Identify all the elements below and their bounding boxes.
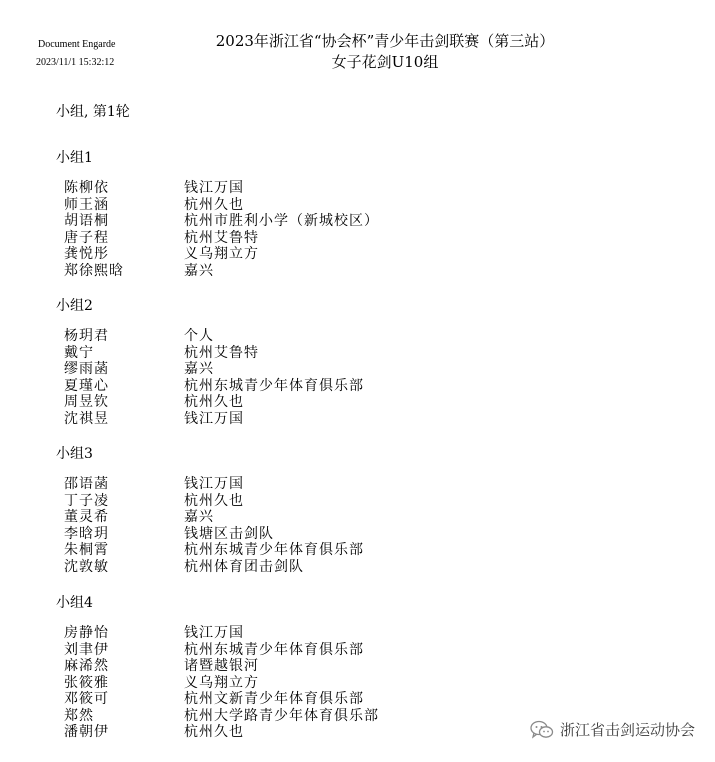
fencer-row bbox=[64, 180, 616, 197]
fencer-club: 杭州东城青少年体育俱乐部 bbox=[184, 377, 364, 394]
fencer-club: 杭州东城青少年体育俱乐部 bbox=[184, 542, 364, 558]
fencer-name: 刘聿伊 bbox=[64, 641, 109, 658]
fencer-name: 董灵希 bbox=[64, 509, 109, 525]
fencer-name: 邓筱可 bbox=[64, 691, 109, 707]
fencer-name: 李晗玥 bbox=[64, 525, 109, 542]
fencer-club: 义乌翔立方 bbox=[184, 246, 259, 262]
fencer-row bbox=[64, 328, 616, 345]
fencer-club: 杭州东城青少年体育俱乐部 bbox=[184, 641, 364, 658]
fencer-name: 丁子凌 bbox=[64, 492, 109, 509]
fencer-row bbox=[64, 345, 616, 362]
fencer-name: 缪雨菡 bbox=[64, 361, 109, 377]
fencer-name: 师王涵 bbox=[64, 196, 109, 213]
fencer-row bbox=[64, 658, 616, 675]
fencer-club: 钱江万国 bbox=[184, 476, 244, 492]
fencer-name: 戴宁 bbox=[64, 344, 94, 361]
fencer-club: 杭州久也 bbox=[184, 492, 244, 509]
title-block bbox=[150, 31, 620, 73]
fencer-club: 钱江万国 bbox=[184, 410, 244, 427]
fencer-row bbox=[64, 411, 616, 428]
fencer-club: 钱江万国 bbox=[184, 180, 244, 196]
fencer-club: 杭州艾鲁特 bbox=[184, 229, 259, 246]
fencer-row bbox=[64, 675, 616, 692]
fencer-row bbox=[64, 213, 616, 230]
fencer-club: 杭州市胜利小学（新城校区） bbox=[184, 213, 379, 229]
fencer-name: 夏瑾心 bbox=[64, 377, 109, 394]
pool-group-3 bbox=[56, 444, 616, 575]
fencer-club: 杭州久也 bbox=[184, 724, 244, 740]
fencer-club: 杭州大学路青少年体育俱乐部 bbox=[184, 707, 379, 724]
round-label: 小组, 第1轮 bbox=[56, 104, 130, 120]
fencer-name: 朱桐霄 bbox=[64, 542, 109, 558]
fencer-row bbox=[64, 691, 616, 708]
fencer-club: 杭州艾鲁特 bbox=[184, 344, 259, 361]
fencer-list bbox=[64, 180, 616, 279]
fencer-list bbox=[64, 328, 616, 427]
fencer-name: 潘朝伊 bbox=[64, 724, 109, 740]
fencer-row bbox=[64, 642, 616, 659]
fencer-name: 胡语桐 bbox=[64, 213, 109, 229]
fencer-club: 嘉兴 bbox=[184, 509, 214, 525]
page-title: 2023年浙江省“协会杯”青少年击剑联赛（第三站） bbox=[215, 32, 555, 50]
group-title: 小组2 bbox=[56, 298, 93, 314]
fencer-row bbox=[64, 394, 616, 411]
wechat-icon bbox=[530, 720, 554, 740]
fencer-name: 杨玥君 bbox=[64, 328, 109, 344]
fencer-row bbox=[64, 263, 616, 280]
fencer-row bbox=[64, 378, 616, 395]
fencer-club: 钱塘区击剑队 bbox=[184, 525, 274, 542]
fencer-name: 郑徐熙晗 bbox=[64, 262, 124, 279]
fencer-name: 沈敦敏 bbox=[64, 558, 109, 575]
timestamp: 2023/11/1 15:32:12 bbox=[36, 57, 115, 68]
pool-group-1 bbox=[56, 148, 616, 279]
fencer-club: 杭州久也 bbox=[184, 196, 244, 213]
fencer-row bbox=[64, 542, 616, 559]
fencer-name: 房静怡 bbox=[64, 625, 109, 641]
fencer-club: 嘉兴 bbox=[184, 262, 214, 279]
fencer-club: 杭州体育团击剑队 bbox=[184, 558, 304, 575]
fencer-name: 沈祺昱 bbox=[64, 410, 109, 427]
fencer-row bbox=[64, 246, 616, 263]
app-name: Document Engarde bbox=[38, 39, 116, 50]
fencer-row bbox=[64, 361, 616, 378]
fencer-name: 麻浠然 bbox=[64, 658, 109, 674]
fencer-row bbox=[64, 197, 616, 214]
fencer-club: 钱江万国 bbox=[184, 625, 244, 641]
fencer-row bbox=[64, 526, 616, 543]
fencer-name: 邵语菡 bbox=[64, 476, 109, 492]
fencer-club: 义乌翔立方 bbox=[184, 674, 259, 691]
fencer-name: 陈柳依 bbox=[64, 180, 109, 196]
watermark-text: 浙江省击剑运动协会 bbox=[559, 721, 695, 739]
group-title: 小组3 bbox=[56, 446, 93, 462]
group-title: 小组4 bbox=[56, 595, 93, 611]
fencer-name: 唐子程 bbox=[64, 229, 109, 246]
fencer-row bbox=[64, 476, 616, 493]
fencer-name: 张筱雅 bbox=[64, 674, 109, 691]
fencer-name: 龚悦彤 bbox=[64, 246, 109, 262]
fencer-club: 诸暨越银河 bbox=[184, 658, 259, 674]
fencer-name: 周昱钦 bbox=[64, 394, 109, 410]
group-title: 小组1 bbox=[56, 150, 93, 166]
pool-group-2 bbox=[56, 296, 616, 427]
fencer-club: 个人 bbox=[184, 328, 214, 344]
document-meta bbox=[36, 36, 115, 72]
fencer-list bbox=[64, 476, 616, 575]
fencer-row bbox=[64, 625, 616, 642]
fencer-row bbox=[64, 509, 616, 526]
fencer-name: 郑然 bbox=[64, 707, 94, 724]
fencer-row bbox=[64, 230, 616, 247]
wechat-watermark bbox=[530, 719, 695, 740]
fencer-row bbox=[64, 493, 616, 510]
fencer-club: 杭州久也 bbox=[184, 394, 244, 410]
page-subtitle: 女子花剑U10组 bbox=[331, 53, 439, 71]
fencer-club: 杭州文新青少年体育俱乐部 bbox=[184, 691, 364, 707]
fencer-club: 嘉兴 bbox=[184, 361, 214, 377]
fencer-row bbox=[64, 559, 616, 576]
